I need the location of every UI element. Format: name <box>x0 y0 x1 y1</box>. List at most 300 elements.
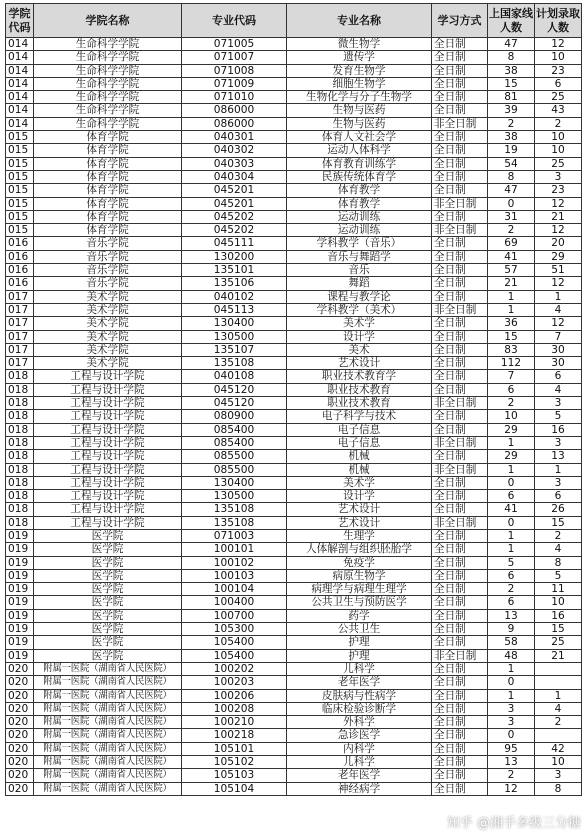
cell-study-mode: 全日制 <box>432 689 488 702</box>
cell-above-line-count: 10 <box>488 410 535 423</box>
cell-study-mode: 非全日制 <box>432 197 488 210</box>
table-row <box>6 529 582 542</box>
cell-above-line-count: 6 <box>488 569 535 582</box>
cell-above-line-count: 47 <box>488 184 535 197</box>
cell-major-name: 艺术设计 <box>287 357 432 370</box>
cell-major-code: 105101 <box>182 742 287 755</box>
cell-study-mode: 全日制 <box>432 170 488 183</box>
cell-major-name: 体育教学 <box>287 184 432 197</box>
cell-school-name: 美术学院 <box>34 317 182 330</box>
table-row <box>6 357 582 370</box>
cell-plan-count: 12 <box>535 277 582 290</box>
cell-major-name: 设计学 <box>287 490 432 503</box>
cell-study-mode: 全日制 <box>432 343 488 356</box>
cell-major-code: 071009 <box>182 77 287 90</box>
cell-major-name: 急诊医学 <box>287 729 432 742</box>
cell-school-name: 医学院 <box>34 543 182 556</box>
cell-above-line-count: 21 <box>488 277 535 290</box>
cell-major-name: 机械 <box>287 450 432 463</box>
table-row <box>6 516 582 529</box>
cell-school-code: 018 <box>6 463 34 476</box>
cell-study-mode: 全日制 <box>432 264 488 277</box>
cell-above-line-count: 0 <box>488 476 535 489</box>
cell-above-line-count: 38 <box>488 131 535 144</box>
cell-school-code: 019 <box>6 649 34 662</box>
cell-study-mode: 全日制 <box>432 423 488 436</box>
cell-school-code: 019 <box>6 556 34 569</box>
cell-major-code: 085400 <box>182 423 287 436</box>
cell-school-code: 014 <box>6 38 34 51</box>
cell-plan-count: 6 <box>535 370 582 383</box>
cell-school-name: 附属一医院（湖南省人民医院） <box>34 742 182 755</box>
cell-major-name: 美术学 <box>287 317 432 330</box>
cell-school-name: 工程与设计学院 <box>34 383 182 396</box>
cell-plan-count: 5 <box>535 569 582 582</box>
cell-plan-count: 3 <box>535 769 582 782</box>
cell-plan-count: 21 <box>535 210 582 223</box>
cell-major-name: 电子信息 <box>287 436 432 449</box>
cell-school-name: 医学院 <box>34 556 182 569</box>
cell-school-code: 014 <box>6 51 34 64</box>
table-row <box>6 450 582 463</box>
cell-major-name: 老年医学 <box>287 676 432 689</box>
cell-major-code: 040108 <box>182 370 287 383</box>
cell-major-name: 机械 <box>287 463 432 476</box>
cell-major-name: 职业技术教育学 <box>287 370 432 383</box>
cell-major-code: 135108 <box>182 503 287 516</box>
cell-major-name: 电子科学与技术 <box>287 410 432 423</box>
cell-plan-count: 2 <box>535 716 582 729</box>
cell-plan-count: 12 <box>535 317 582 330</box>
cell-study-mode: 全日制 <box>432 596 488 609</box>
cell-major-code: 100103 <box>182 569 287 582</box>
cell-school-name: 医学院 <box>34 596 182 609</box>
table-header-row <box>6 4 582 38</box>
cell-school-name: 工程与设计学院 <box>34 370 182 383</box>
cell-study-mode: 全日制 <box>432 330 488 343</box>
cell-major-name: 运动人体科学 <box>287 144 432 157</box>
cell-major-code: 100210 <box>182 716 287 729</box>
cell-school-name: 工程与设计学院 <box>34 516 182 529</box>
cell-school-code: 018 <box>6 423 34 436</box>
cell-plan-count: 3 <box>535 476 582 489</box>
cell-school-name: 生命科学学院 <box>34 104 182 117</box>
cell-school-code: 020 <box>6 662 34 675</box>
cell-major-code: 040304 <box>182 170 287 183</box>
cell-school-code: 016 <box>6 277 34 290</box>
cell-major-name: 学科教学（美术） <box>287 303 432 316</box>
cell-major-name: 微生物学 <box>287 38 432 51</box>
cell-study-mode: 全日制 <box>432 91 488 104</box>
cell-major-name: 艺术设计 <box>287 503 432 516</box>
cell-study-mode: 全日制 <box>432 529 488 542</box>
table-row <box>6 729 582 742</box>
cell-school-code: 018 <box>6 476 34 489</box>
cell-plan-count: 4 <box>535 702 582 715</box>
table-row <box>6 170 582 183</box>
cell-school-code: 018 <box>6 450 34 463</box>
cell-above-line-count: 5 <box>488 556 535 569</box>
table-row <box>6 676 582 689</box>
cell-plan-count: 3 <box>535 170 582 183</box>
cell-plan-count <box>535 662 582 675</box>
cell-major-name: 人体解剖与组织胚胎学 <box>287 543 432 556</box>
cell-school-code: 015 <box>6 224 34 237</box>
cell-school-name: 附属一医院（湖南省人民医院） <box>34 782 182 795</box>
table-row <box>6 649 582 662</box>
table-row <box>6 689 582 702</box>
cell-study-mode: 全日制 <box>432 702 488 715</box>
table-row <box>6 64 582 77</box>
table-row <box>6 596 582 609</box>
cell-above-line-count: 29 <box>488 423 535 436</box>
cell-school-name: 生命科学学院 <box>34 77 182 90</box>
cell-major-code: 040302 <box>182 144 287 157</box>
cell-above-line-count: 1 <box>488 689 535 702</box>
cell-study-mode: 全日制 <box>432 144 488 157</box>
cell-major-code: 105400 <box>182 649 287 662</box>
cell-school-code: 019 <box>6 583 34 596</box>
cell-school-name: 生命科学学院 <box>34 117 182 130</box>
watermark: 知乎 @湘手多级三分糖 <box>446 816 581 831</box>
cell-major-code: 080900 <box>182 410 287 423</box>
table-row <box>6 303 582 316</box>
cell-school-name: 美术学院 <box>34 343 182 356</box>
header-study-mode: 学习方式 <box>432 4 488 38</box>
cell-major-code: 135108 <box>182 516 287 529</box>
cell-above-line-count: 3 <box>488 716 535 729</box>
header-above-line: 上国家线人数 <box>488 4 535 38</box>
cell-major-code: 040303 <box>182 157 287 170</box>
cell-school-name: 音乐学院 <box>34 277 182 290</box>
cell-study-mode: 非全日制 <box>432 303 488 316</box>
cell-above-line-count: 1 <box>488 303 535 316</box>
cell-school-code: 015 <box>6 144 34 157</box>
cell-above-line-count: 48 <box>488 649 535 662</box>
cell-school-code: 015 <box>6 184 34 197</box>
cell-school-name: 附属一医院（湖南省人民医院） <box>34 689 182 702</box>
table-row <box>6 383 582 396</box>
cell-study-mode: 全日制 <box>432 157 488 170</box>
cell-school-name: 美术学院 <box>34 290 182 303</box>
table-row <box>6 476 582 489</box>
cell-plan-count: 6 <box>535 490 582 503</box>
cell-school-code: 018 <box>6 516 34 529</box>
cell-study-mode: 全日制 <box>432 38 488 51</box>
cell-study-mode: 全日制 <box>432 756 488 769</box>
cell-above-line-count: 0 <box>488 729 535 742</box>
cell-above-line-count: 95 <box>488 742 535 755</box>
cell-school-name: 工程与设计学院 <box>34 476 182 489</box>
cell-school-code: 014 <box>6 77 34 90</box>
cell-study-mode: 全日制 <box>432 662 488 675</box>
cell-study-mode: 全日制 <box>432 742 488 755</box>
cell-school-name: 体育学院 <box>34 144 182 157</box>
table-row <box>6 264 582 277</box>
cell-major-code: 045201 <box>182 197 287 210</box>
cell-plan-count: 15 <box>535 623 582 636</box>
cell-above-line-count: 1 <box>488 290 535 303</box>
cell-plan-count: 13 <box>535 450 582 463</box>
cell-school-name: 工程与设计学院 <box>34 450 182 463</box>
cell-school-code: 014 <box>6 117 34 130</box>
table-row <box>6 370 582 383</box>
cell-study-mode: 全日制 <box>432 583 488 596</box>
cell-above-line-count: 38 <box>488 64 535 77</box>
cell-school-code: 019 <box>6 596 34 609</box>
cell-school-code: 020 <box>6 716 34 729</box>
cell-study-mode: 全日制 <box>432 729 488 742</box>
cell-major-code: 045201 <box>182 184 287 197</box>
cell-plan-count: 10 <box>535 144 582 157</box>
table-row <box>6 397 582 410</box>
header-school-code: 学院代码 <box>6 4 34 38</box>
cell-school-code: 018 <box>6 503 34 516</box>
cell-study-mode: 全日制 <box>432 410 488 423</box>
cell-school-code: 018 <box>6 397 34 410</box>
table-row <box>6 436 582 449</box>
cell-plan-count: 25 <box>535 91 582 104</box>
cell-plan-count: 12 <box>535 38 582 51</box>
cell-study-mode: 全日制 <box>432 490 488 503</box>
cell-school-name: 体育学院 <box>34 197 182 210</box>
table-row <box>6 277 582 290</box>
cell-major-code: 071003 <box>182 529 287 542</box>
header-plan: 计划录取人数 <box>535 4 582 38</box>
cell-major-name: 病原生物学 <box>287 569 432 582</box>
cell-major-name: 内科学 <box>287 742 432 755</box>
cell-above-line-count: 6 <box>488 596 535 609</box>
cell-major-code: 100202 <box>182 662 287 675</box>
cell-above-line-count: 81 <box>488 91 535 104</box>
cell-major-code: 135106 <box>182 277 287 290</box>
cell-study-mode: 非全日制 <box>432 436 488 449</box>
cell-above-line-count: 41 <box>488 503 535 516</box>
cell-study-mode: 全日制 <box>432 636 488 649</box>
cell-major-name: 老年医学 <box>287 769 432 782</box>
cell-plan-count: 23 <box>535 64 582 77</box>
cell-school-name: 医学院 <box>34 609 182 622</box>
cell-study-mode: 全日制 <box>432 131 488 144</box>
cell-school-name: 音乐学院 <box>34 237 182 250</box>
cell-major-name: 病理学与病理生理学 <box>287 583 432 596</box>
cell-above-line-count: 15 <box>488 77 535 90</box>
cell-plan-count: 4 <box>535 543 582 556</box>
cell-plan-count: 51 <box>535 264 582 277</box>
cell-study-mode: 非全日制 <box>432 224 488 237</box>
cell-school-name: 附属一医院（湖南省人民医院） <box>34 716 182 729</box>
cell-plan-count: 11 <box>535 583 582 596</box>
cell-above-line-count: 1 <box>488 529 535 542</box>
table-row <box>6 583 582 596</box>
cell-school-code: 020 <box>6 689 34 702</box>
cell-above-line-count: 12 <box>488 782 535 795</box>
cell-plan-count: 1 <box>535 689 582 702</box>
cell-major-name: 运动训练 <box>287 210 432 223</box>
cell-school-name: 美术学院 <box>34 303 182 316</box>
cell-above-line-count: 31 <box>488 210 535 223</box>
table-row <box>6 237 582 250</box>
cell-major-name: 护理 <box>287 636 432 649</box>
cell-major-code: 130400 <box>182 476 287 489</box>
table-row <box>6 623 582 636</box>
cell-school-name: 美术学院 <box>34 357 182 370</box>
cell-major-name: 生物化学与分子生物学 <box>287 91 432 104</box>
cell-plan-count: 7 <box>535 330 582 343</box>
cell-study-mode: 全日制 <box>432 569 488 582</box>
table-row <box>6 716 582 729</box>
cell-plan-count: 1 <box>535 290 582 303</box>
cell-major-code: 085400 <box>182 436 287 449</box>
cell-major-name: 免疫学 <box>287 556 432 569</box>
cell-major-code: 105103 <box>182 769 287 782</box>
cell-major-code: 100700 <box>182 609 287 622</box>
cell-plan-count: 16 <box>535 423 582 436</box>
cell-above-line-count: 1 <box>488 662 535 675</box>
cell-school-name: 医学院 <box>34 636 182 649</box>
cell-major-name: 临床检验诊断学 <box>287 702 432 715</box>
cell-school-name: 工程与设计学院 <box>34 410 182 423</box>
cell-major-name: 生物与医药 <box>287 117 432 130</box>
cell-major-name: 体育教育训练学 <box>287 157 432 170</box>
cell-plan-count: 12 <box>535 197 582 210</box>
table-row <box>6 742 582 755</box>
cell-school-code: 017 <box>6 317 34 330</box>
cell-study-mode: 全日制 <box>432 676 488 689</box>
cell-major-name: 电子信息 <box>287 423 432 436</box>
cell-major-name: 设计学 <box>287 330 432 343</box>
cell-school-code: 019 <box>6 529 34 542</box>
admissions-table-sheet <box>5 3 581 796</box>
cell-major-code: 085500 <box>182 463 287 476</box>
cell-major-name: 舞蹈 <box>287 277 432 290</box>
cell-study-mode: 全日制 <box>432 210 488 223</box>
cell-major-name: 药学 <box>287 609 432 622</box>
cell-plan-count: 30 <box>535 343 582 356</box>
cell-above-line-count: 2 <box>488 397 535 410</box>
cell-school-code: 017 <box>6 303 34 316</box>
cell-above-line-count: 15 <box>488 330 535 343</box>
cell-major-name: 运动训练 <box>287 224 432 237</box>
table-body <box>6 38 582 796</box>
cell-major-code: 071008 <box>182 64 287 77</box>
cell-school-name: 医学院 <box>34 529 182 542</box>
cell-major-name: 体育人文社会学 <box>287 131 432 144</box>
cell-study-mode: 全日制 <box>432 503 488 516</box>
table-row <box>6 503 582 516</box>
cell-major-code: 045111 <box>182 237 287 250</box>
table-row <box>6 144 582 157</box>
cell-above-line-count: 57 <box>488 264 535 277</box>
cell-above-line-count: 39 <box>488 104 535 117</box>
cell-plan-count: 2 <box>535 117 582 130</box>
cell-above-line-count: 0 <box>488 676 535 689</box>
cell-major-name: 儿科学 <box>287 662 432 675</box>
cell-school-code: 016 <box>6 264 34 277</box>
cell-major-code: 100203 <box>182 676 287 689</box>
cell-major-code: 071007 <box>182 51 287 64</box>
cell-study-mode: 全日制 <box>432 782 488 795</box>
cell-major-code: 105400 <box>182 636 287 649</box>
cell-major-code: 100400 <box>182 596 287 609</box>
cell-school-code: 015 <box>6 131 34 144</box>
cell-major-code: 045120 <box>182 397 287 410</box>
cell-study-mode: 全日制 <box>432 543 488 556</box>
cell-school-name: 附属一医院（湖南省人民医院） <box>34 729 182 742</box>
cell-major-name: 细胞生物学 <box>287 77 432 90</box>
cell-plan-count: 23 <box>535 184 582 197</box>
cell-major-code: 100206 <box>182 689 287 702</box>
cell-above-line-count: 19 <box>488 144 535 157</box>
cell-plan-count: 6 <box>535 77 582 90</box>
cell-major-code: 105102 <box>182 756 287 769</box>
cell-school-code: 017 <box>6 357 34 370</box>
table-row <box>6 250 582 263</box>
cell-school-code: 018 <box>6 410 34 423</box>
cell-school-name: 附属一医院（湖南省人民医院） <box>34 769 182 782</box>
table-row <box>6 463 582 476</box>
cell-plan-count: 16 <box>535 609 582 622</box>
cell-major-code: 130500 <box>182 330 287 343</box>
cell-school-name: 美术学院 <box>34 330 182 343</box>
cell-above-line-count: 3 <box>488 702 535 715</box>
cell-school-name: 体育学院 <box>34 224 182 237</box>
cell-study-mode: 全日制 <box>432 290 488 303</box>
cell-above-line-count: 2 <box>488 583 535 596</box>
cell-study-mode: 全日制 <box>432 250 488 263</box>
cell-plan-count: 1 <box>535 463 582 476</box>
cell-above-line-count: 8 <box>488 51 535 64</box>
cell-school-name: 工程与设计学院 <box>34 436 182 449</box>
cell-major-code: 100104 <box>182 583 287 596</box>
table-row <box>6 662 582 675</box>
cell-study-mode: 全日制 <box>432 370 488 383</box>
cell-study-mode: 全日制 <box>432 184 488 197</box>
cell-school-code: 015 <box>6 197 34 210</box>
cell-plan-count: 10 <box>535 51 582 64</box>
cell-school-name: 生命科学学院 <box>34 51 182 64</box>
cell-above-line-count: 7 <box>488 370 535 383</box>
cell-school-code: 015 <box>6 170 34 183</box>
cell-major-code: 045120 <box>182 383 287 396</box>
cell-plan-count: 4 <box>535 383 582 396</box>
cell-above-line-count: 69 <box>488 237 535 250</box>
admissions-table <box>5 3 582 796</box>
cell-plan-count: 5 <box>535 410 582 423</box>
table-row <box>6 556 582 569</box>
cell-major-name: 音乐与舞蹈学 <box>287 250 432 263</box>
cell-plan-count: 43 <box>535 104 582 117</box>
header-school-name: 学院名称 <box>34 4 182 38</box>
cell-plan-count: 8 <box>535 782 582 795</box>
table-row <box>6 410 582 423</box>
cell-school-name: 生命科学学院 <box>34 38 182 51</box>
cell-school-name: 体育学院 <box>34 170 182 183</box>
table-row <box>6 117 582 130</box>
cell-school-code: 014 <box>6 91 34 104</box>
cell-school-name: 附属一医院（湖南省人民医院） <box>34 662 182 675</box>
cell-school-code: 018 <box>6 436 34 449</box>
cell-major-code: 100102 <box>182 556 287 569</box>
cell-plan-count: 15 <box>535 516 582 529</box>
cell-major-name: 皮肤病与性病学 <box>287 689 432 702</box>
cell-school-name: 体育学院 <box>34 131 182 144</box>
cell-above-line-count: 1 <box>488 436 535 449</box>
cell-study-mode: 非全日制 <box>432 516 488 529</box>
cell-school-code: 019 <box>6 636 34 649</box>
table-row <box>6 184 582 197</box>
cell-school-code: 016 <box>6 250 34 263</box>
